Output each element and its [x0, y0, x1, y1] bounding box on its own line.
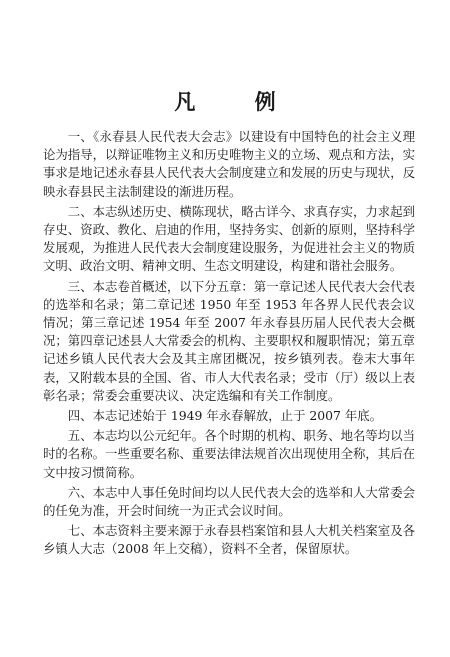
- paragraph-4: 四、本志记述始于 1949 年永春解放，止于 2007 年底。: [67, 408, 383, 424]
- paragraph-3: 三、本志卷首概述，以下分五章：第一章记述人民代表大会代表的选举和名录；第二章记述 1950 年至 1953 年各界人民代表会议情况；第三章记述 1954 年至 2007 年永春县历届人民代表大会概况；第四章记述县人大常委会的机构、主要职权和履职情况；第五章记述乡镇人民代表大会及其主席团概况，按乡镇列表。卷末大事年表，又附载本县的全国、省、市人大代表名录；受市（厅）级以上表彰名录；常委会重要决议、决定选编和有关工作制度。: [43, 278, 415, 403]
- paragraph-2: 二、本志纵述历史、横陈现状，略古详今、求真存实，力求起到存史、资政、教化、启迪的作用，坚持务实、创新的原则，坚持科学发展观，为推进人民代表大会制度建设服务，为促进社会主义的物质文明、政治文明、精神文明、生态文明建设，构建和谐社会服务。: [43, 203, 415, 274]
- paragraph-7: 七、本志资料主要来源于永春县档案馆和县人大机关档案室及各乡镇人大志（2008 年上交稿），资料不全者，保留原状。: [43, 523, 415, 557]
- paragraph-5: 五、本志均以公元纪年。各个时期的机构、职务、地名等均以当时的名称。一些重要名称、重要法律法规首次出现使用全称，其后在文中按习惯简称。: [43, 428, 415, 480]
- body-text: [43, 128, 415, 561]
- page-title: 凡 例: [174, 90, 302, 114]
- paragraph-6: 六、本志中人事任免时间均以人民代表大会的选举和人大常委会的任免为准，开会时间统一为正式会议时间。: [43, 484, 415, 519]
- paragraph-1: 一、《永春县人民代表大会志》以建设有中国特色的社会主义理论为指导，以辩证唯物主义和历史唯物主义的立场、观点和方法，实事求是地记述永春县人民代表大会制度建立和发展的历史与现状，反映永春县民主法制建设的渐进历程。: [43, 129, 415, 199]
